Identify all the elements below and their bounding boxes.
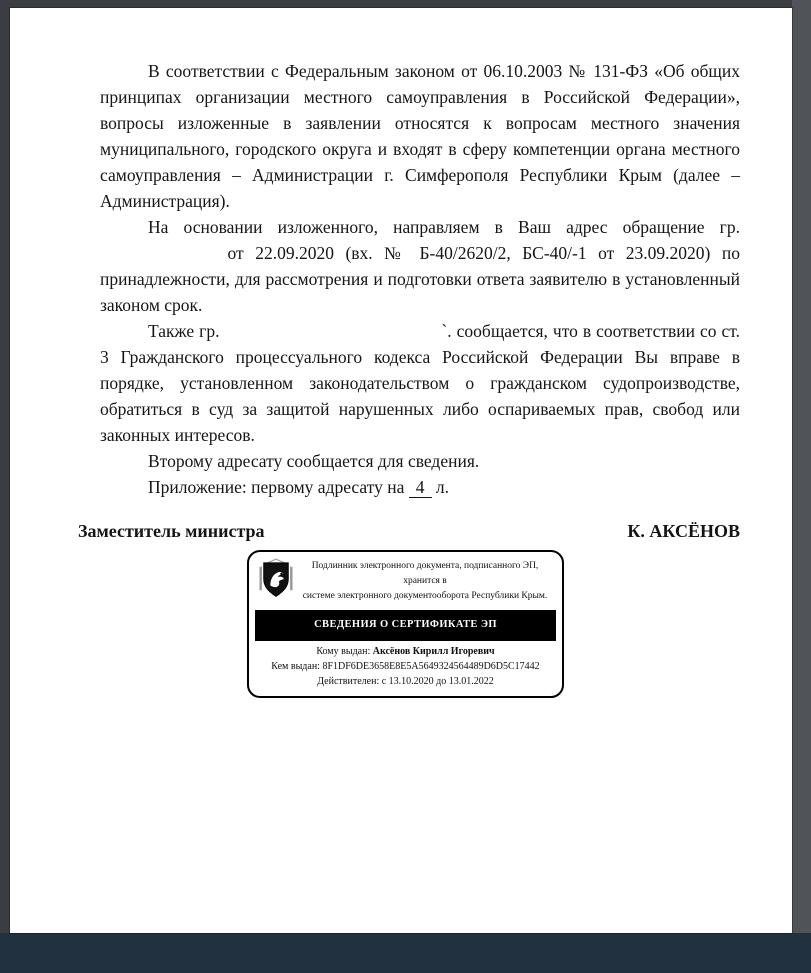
letter-body — [10, 8, 792, 698]
attachment-text-after: л. — [435, 477, 450, 497]
forwarding-text-before: На основании изложенного, направляем в Ваш адрес обращение гр. — [148, 217, 740, 237]
validity-label: Действителен: — [317, 676, 380, 687]
paragraph-second-addressee: Второму адресату сообщается для сведения. — [148, 451, 480, 471]
issued-to-value: Аксёнов Кирилл Игоревич — [372, 646, 495, 657]
certificate-details — [255, 641, 556, 689]
validity-value: с 13.10.2020 до 13.01.2022 — [381, 676, 494, 687]
letter-page — [10, 8, 792, 933]
electronic-signature-stamp — [247, 550, 564, 698]
certificate-validity — [255, 674, 556, 689]
forwarding-text-after: от 22.09.2020 (вх. № Б-40/2620/2, БС-40/-1 от 23.09.2020) по принадлежности, для рассмотрения и подготовки ответа заявителю в установленный законом срок. — [100, 243, 740, 315]
attachment-pages-value: 4 — [409, 477, 432, 498]
signer-name: К. АКСЁНОВ — [627, 521, 740, 541]
court-text-after: сообщается, что в соответствии со ст. 3 Гражданского процессуального кодекса Российской Федерации Вы вправе в порядке, установленном законодательством о гражданском судопроизводстве, обратиться в суд за защитой нарушенных либо оспариваемых прав, свобод или законных интересов. — [100, 321, 740, 445]
stamp-disclaimer — [300, 559, 550, 603]
stamp-disclaimer-line2: системе электронного документооборота Республики Крым. — [302, 590, 548, 601]
redaction-remnant-mark: `. — [441, 321, 452, 341]
paragraph-court-rights — [100, 318, 740, 448]
issued-by-value: 8F1DF6DE3658E8E5A5649324564489D6D5C17442 — [322, 661, 540, 672]
crimea-coat-of-arms-icon — [259, 558, 293, 605]
viewer-right-margin — [792, 0, 811, 933]
certificate-issued-by — [255, 659, 556, 674]
issued-to-label: Кому выдан: — [316, 646, 371, 657]
signer-title: Заместитель министра — [78, 521, 265, 541]
paragraph-forwarding — [100, 214, 740, 318]
stamp-disclaimer-line1: Подлинник электронного документа, подписанного ЭП, хранится в — [311, 561, 539, 587]
court-text-before: Также гр. — [148, 321, 220, 341]
viewer-bottom-band — [0, 933, 811, 973]
attachment-text-before: Приложение: первому адресату на — [148, 477, 405, 497]
signature-row — [78, 518, 740, 544]
stamp-header-block — [255, 558, 556, 610]
certificate-issued-to — [255, 644, 556, 659]
certificate-info-header: СВЕДЕНИЯ О СЕРТИФИКАТЕ ЭП — [255, 610, 556, 641]
issued-by-label: Кем выдан: — [271, 661, 320, 672]
paragraph-attachment — [100, 474, 740, 500]
paragraph-law-reference: В соответствии с Федеральным законом от 06.10.2003 № 131-ФЗ «Об общих принципах организации местного самоуправления в Российской Федерации», вопросы изложенные в заявлении относятся к вопросам местного значения муниципального, городского округа и входят в сферу компетенции органа местного самоуправления – Администрации г. Симферополя Республики Крым (далее – Администрация). — [100, 61, 740, 211]
